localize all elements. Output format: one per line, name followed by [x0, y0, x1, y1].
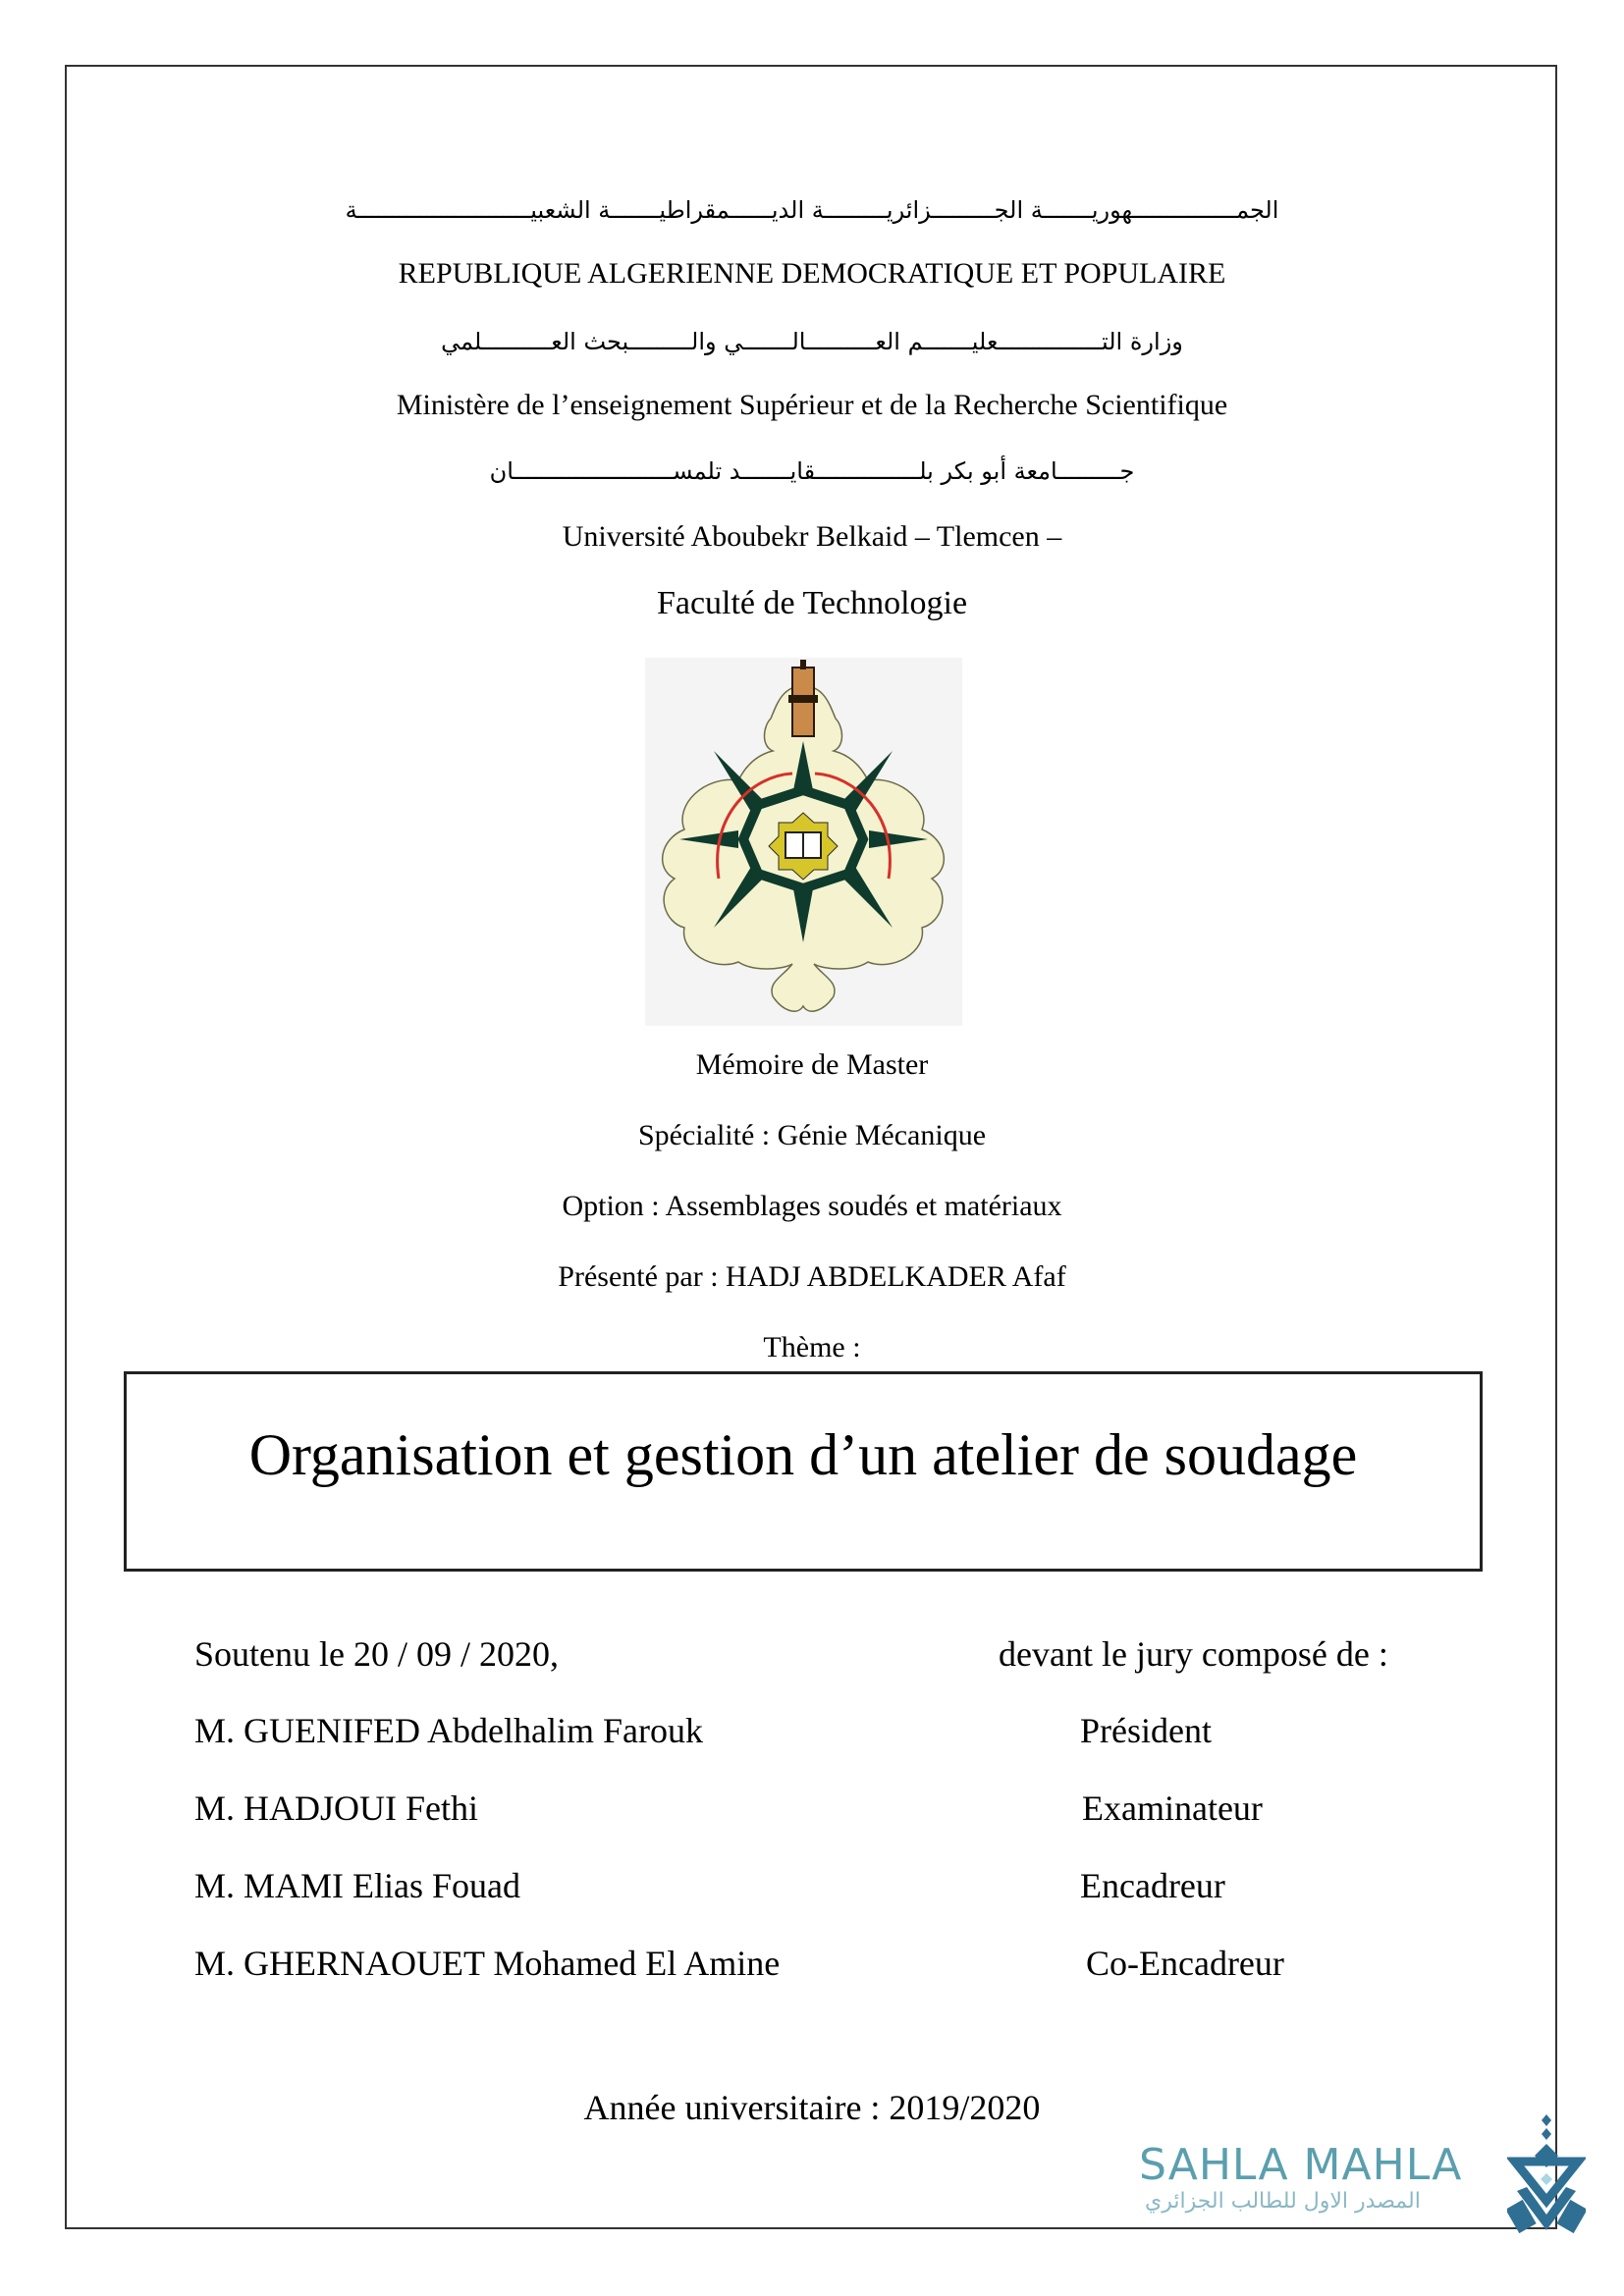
- title-box: [124, 1371, 1483, 1572]
- jury-intro: devant le jury composé de :: [999, 1634, 1388, 1674]
- watermark-title: SAHLA MAHLA: [1139, 2140, 1463, 2190]
- option-line: Option : Assemblages soudés et matériaux: [562, 1190, 1062, 1222]
- faculty-heading: Faculté de Technologie: [656, 585, 968, 621]
- jury-member-name: M. MAMI Elias Fouad: [194, 1866, 520, 1905]
- jury-member-role: Encadreur: [1080, 1866, 1225, 1905]
- jury-member-role: Président: [1080, 1711, 1212, 1750]
- university-heading: Université Aboubekr Belkaid – Tlemcen –: [562, 520, 1062, 553]
- jury-member-name: M. HADJOUI Fethi: [194, 1789, 479, 1828]
- jury-member-role: Examinateur: [1082, 1789, 1263, 1828]
- republic-heading: REPUBLIQUE ALGERIENNE DEMOCRATIQUE ET POPULAIRE: [398, 257, 1226, 290]
- university-emblem-icon: [645, 658, 962, 1026]
- academic-year: Année universitaire : 2019/2020: [583, 2088, 1041, 2127]
- specialty-line: Spécialité : Génie Mécanique: [637, 1119, 987, 1151]
- arabic-university-heading: جـــــــــامعة أبو بكر بلـــــــــــــــقايـــــــد تلمســـــــــــــــــــــــان: [489, 457, 1135, 485]
- sahla-mahla-watermark: [1139, 2140, 1571, 2228]
- presented-by-line: Présenté par : HADJ ABDELKADER Afaf: [558, 1260, 1066, 1293]
- sahla-mahla-logo-icon: [1507, 2112, 1586, 2240]
- thesis-title: Organisation et gestion d’un atelier de soudage: [248, 1422, 1358, 1487]
- jury-member-name: M. GHERNAOUET Mohamed El Amine: [194, 1944, 781, 1983]
- watermark-subtitle: المصدر الاول للطالب الجزائري: [1145, 2189, 1421, 2214]
- document-type: Mémoire de Master: [695, 1048, 929, 1081]
- theme-label: Thème :: [763, 1331, 861, 1363]
- defense-date: Soutenu le 20 / 09 / 2020,: [194, 1634, 559, 1674]
- arabic-republic-heading: الجمـــــــــــــــهوريـــــــة الجـــــــــزائريـــــــــة الديــــــمقراطيـــــــة الشعبيـــــــــــــــــــــــــة: [345, 196, 1279, 224]
- arabic-ministry-heading: وزارة التـــــــــــــــعليـــــــم العــــــــــالـــــــي والـــــــــبحث العــــــــــلمي: [441, 328, 1183, 355]
- ministry-heading: Ministère de l’enseignement Supérieur et de la Recherche Scientifique: [396, 389, 1228, 421]
- jury-member-role: Co-Encadreur: [1086, 1944, 1284, 1983]
- jury-member-name: M. GUENIFED Abdelhalim Farouk: [194, 1711, 703, 1750]
- university-logo: [645, 658, 962, 1026]
